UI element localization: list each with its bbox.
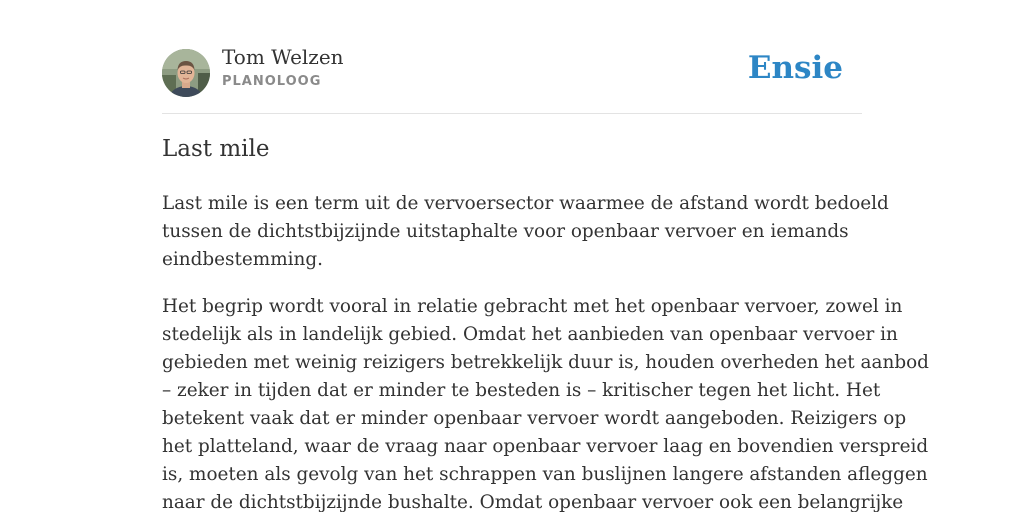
text-line: het platteland, waar de vraag naar openbaar vervoer laag en bovendien verspreid [162,436,929,457]
text-line: naar de dichtstbijzijnde bushalte. Omdat openbaar vervoer ook een belangrijke [162,492,904,512]
text-line: gebieden met weinig reizigers betrekkelijk duur is, houden overheden het aanbod [162,352,929,373]
author-role: PLANOLOOG [222,74,322,89]
text-line: tussen de dichtstbijzijnde uitstaphalte voor openbaar vervoer en iemands [162,221,849,242]
article-body [162,190,929,512]
author-avatar[interactable] [162,49,210,97]
article-title: Last mile [162,136,270,162]
avatar-photo-icon [162,49,210,97]
text-line: eindbestemming. [162,249,323,270]
text-line: stedelijk als in landelijk gebied. Omdat het aanbieden van openbaar vervoer in [162,324,898,345]
text-line: Last mile is een term uit de vervoersector waarmee de afstand wordt bedoeld [162,193,889,214]
content-container [162,0,929,512]
text-line: betekent vaak dat er minder openbaar vervoer wordt aangeboden. Reizigers op [162,408,907,429]
paragraph-context [162,293,929,512]
text-line: Het begrip wordt vooral in relatie gebracht met het openbaar vervoer, zowel in [162,296,903,317]
text-line: is, moeten als gevolg van het schrappen van buslijnen langere afstanden afleggen [162,464,928,485]
paragraph-definition [162,190,889,274]
text-line: – zeker in tijden dat er minder te besteden is – kritischer tegen het licht. Het [162,380,881,401]
author-header [162,0,862,114]
ensie-logo-link[interactable]: Ensie [747,50,843,86]
author-name[interactable]: Tom Welzen [222,45,344,69]
